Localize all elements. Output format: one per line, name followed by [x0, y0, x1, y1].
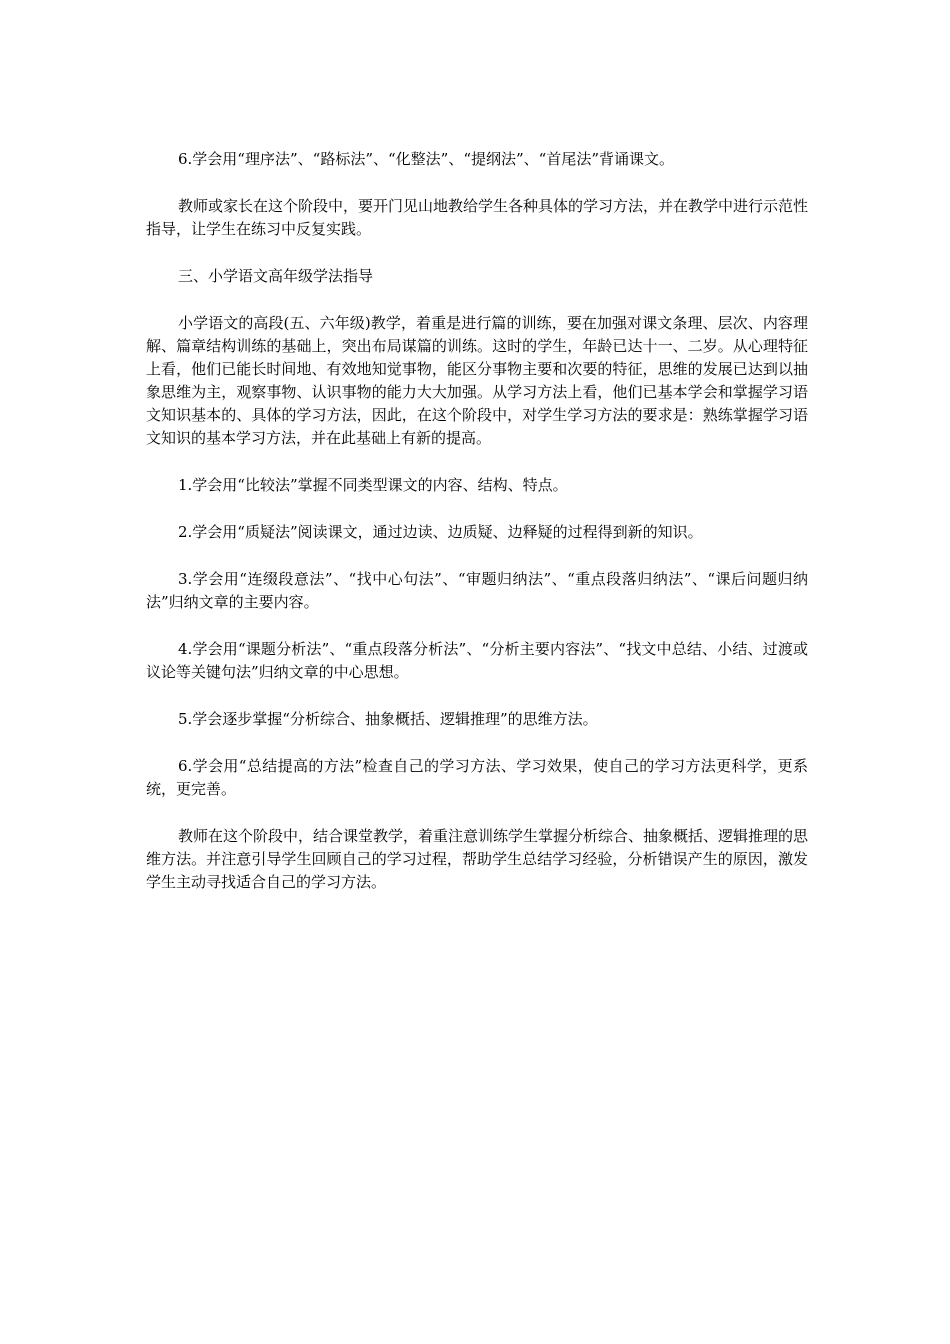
document-body: [146, 148, 808, 894]
section-heading-senior-grade: 三、小学语文高年级学法指导: [178, 267, 374, 285]
paragraph-teacher-guidance: 教师或家长在这个阶段中，要开门见山地教给学生各种具体的学习方法，并在教学中进行示范性指导，让学生在练习中反复实践。: [146, 197, 809, 238]
list-item-questioning-method: 2.学会用“质疑法”阅读课文，通过边读、边质疑、边释疑的过程得到新的知识。: [178, 523, 703, 541]
paragraph-senior-overview: 小学语文的高段(五、六年级)教学，着重是进行篇的训练，要在加强对课文条理、层次、内容理解、篇章结构训练的基础上，突出布局谋篇的训练。这时的学生，年龄已达十一、二岁。从心理特征上看，他们已能长时间地、有效地知觉事物，能区分事物主要和次要的特征，思维的发展已达到以抽象思维为主，观察事物、认识事物的能力大大加强。从学习方法上看，他们已基本学会和掌握学习语文知识基本的、具体的学习方法，因此，在这个阶段中，对学生学习方法的要求是：熟练掌握学习语文知识的基本学习方法，并在此基础上有新的提高。: [146, 314, 808, 447]
list-item-central-idea-methods: 4.学会用“课题分析法”、“重点段落分析法”、“分析主要内容法”、“找文中总结、小结、过渡或议论等关键句法”归纳文章的中心思想。: [146, 640, 808, 681]
list-item-comparison-method: 1.学会用“比较法”掌握不同类型课文的内容、结构、特点。: [178, 476, 568, 494]
list-item-thinking-methods: 5.学会逐步掌握“分析综合、抽象概括、逻辑推理”的思维方法。: [178, 710, 598, 728]
list-item-summary-methods: 3.学会用“连缀段意法”、“找中心句法”、“审题归纳法”、“重点段落归纳法”、“课后问题归纳法”归纳文章的主要内容。: [146, 570, 808, 611]
paragraph-recite-methods: 6.学会用“理序法”、“路标法”、“化整法”、“提纲法”、“首尾法”背诵课文。: [178, 150, 674, 168]
paragraph-teacher-conclusion: 教师在这个阶段中，结合课堂教学，着重注意训练学生掌握分析综合、抽象概括、逻辑推理的思维方法。并注意引导学生回顾自己的学习过程，帮助学生总结学习经验，分析错误产生的原因，激发学生主动寻找适合自己的学习方法。: [146, 827, 809, 891]
list-item-self-check-method: 6.学会用“总结提高的方法”检查自己的学习方法、学习效果，使自己的学习方法更科学，更系统，更完善。: [146, 757, 808, 798]
